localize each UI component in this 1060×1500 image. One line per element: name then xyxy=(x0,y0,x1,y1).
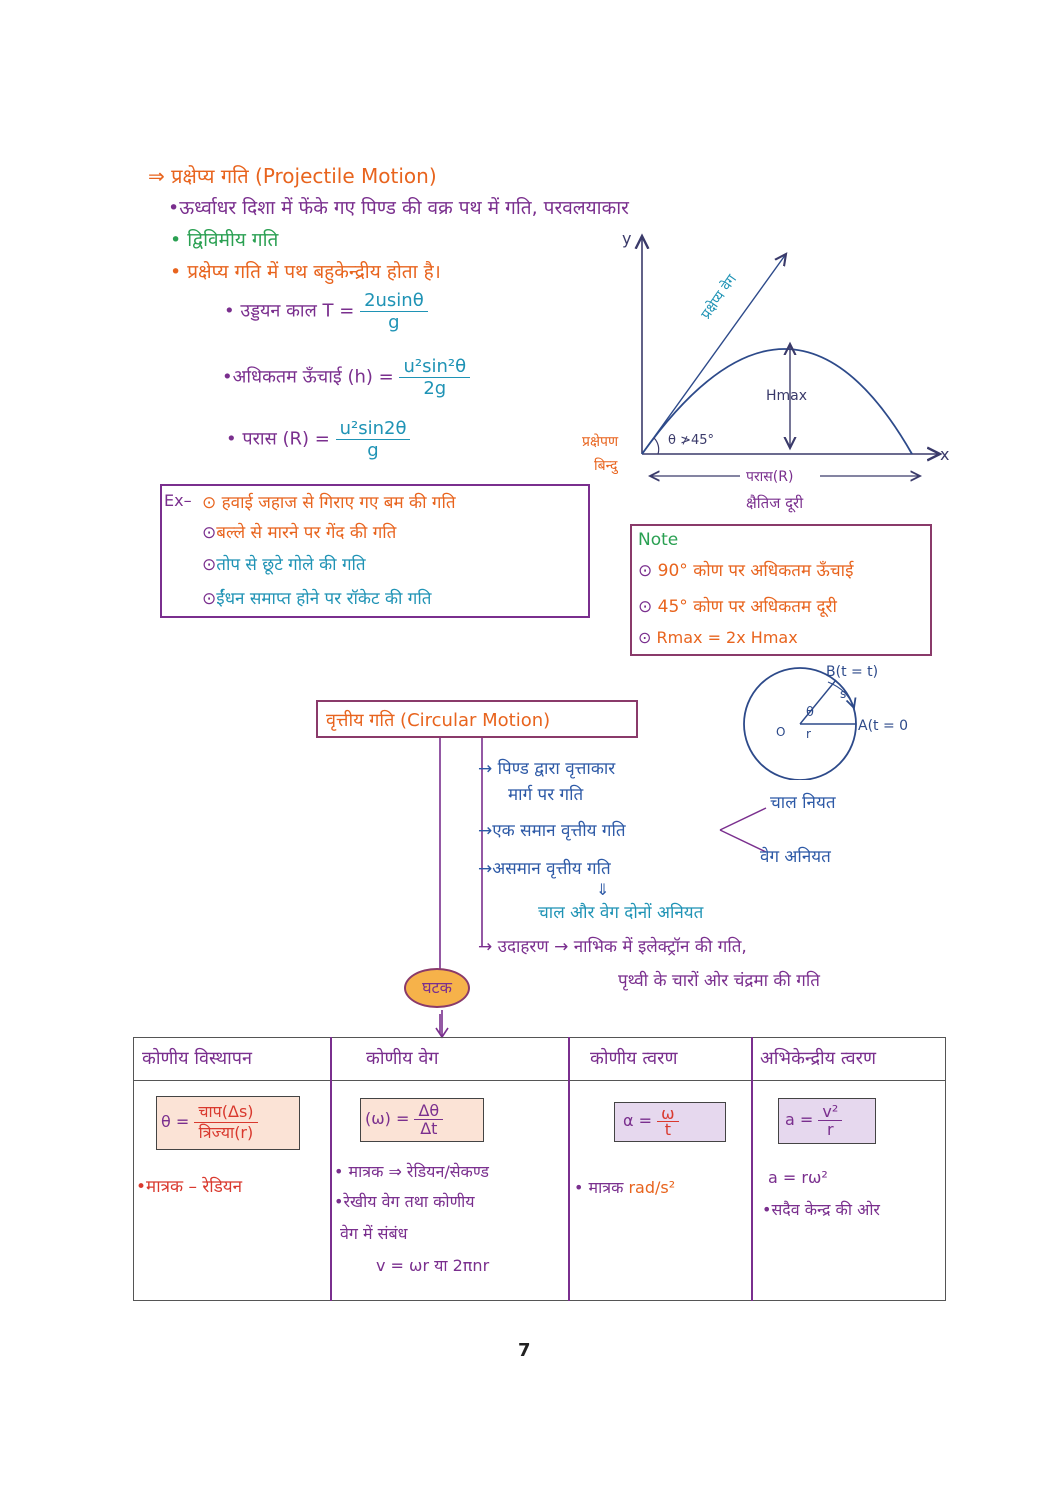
angular-velocity-relation-3: v = ωr या 2πnr xyxy=(376,1256,490,1275)
angular-displacement-numerator: चाप(Δs) xyxy=(194,1102,257,1123)
example-bullet-icon: ⊙ xyxy=(202,589,217,609)
branch-up-arrow xyxy=(720,808,766,830)
angle-arc xyxy=(654,438,659,454)
table-header-angular-acceleration: कोणीय त्वरण xyxy=(590,1048,678,1069)
circular-example-1: → उदाहरण → नाभिक में इलेक्ट्रॉन की गति, xyxy=(478,937,747,957)
time-of-flight-fraction xyxy=(360,290,428,333)
range-numerator: u²sin2θ xyxy=(336,418,411,440)
note-item-2: ⊙ 45° कोण पर अधिकतम दूरी xyxy=(638,597,837,617)
factor-oval: घटक xyxy=(404,968,470,1008)
centripetal-acceleration-lhs: a = xyxy=(785,1110,814,1129)
angular-velocity-denominator: Δt xyxy=(420,1119,438,1138)
angular-velocity-fraction xyxy=(414,1102,443,1137)
note-title: Note xyxy=(638,530,679,550)
angular-acceleration-unit-value: rad/s² xyxy=(628,1178,676,1197)
angular-displacement-denominator: त्रिज्या(r) xyxy=(198,1123,254,1142)
launch-point-label-1: प्रक्षेपण xyxy=(582,434,619,450)
projectile-bullet-path: • प्रक्षेप्य गति में पथ बहुकेन्द्रीय होता है। xyxy=(170,261,441,283)
angular-acceleration-formula-box xyxy=(614,1102,726,1142)
nonuniform-down-arrow-icon: ⇓ xyxy=(596,880,610,899)
example-item-3: ⊙तोप से छूटे गोले की गति xyxy=(202,555,366,575)
uniform-velocity-variable: वेग अनियत xyxy=(760,847,831,867)
arc-s-label: s xyxy=(840,687,847,701)
examples-prefix: Ex– xyxy=(164,491,192,510)
angular-displacement-unit: •मात्रक – रेडियन xyxy=(136,1177,243,1197)
table-col-divider-3 xyxy=(751,1037,753,1301)
note-bullet-icon: ⊙ xyxy=(638,597,658,617)
hmax-label: Hmax xyxy=(766,388,808,404)
projectile-heading: ⇒ प्रक्षेप्य गति (Projectile Motion) xyxy=(148,164,437,188)
x-axis-label: x xyxy=(940,445,950,464)
origin-label: O xyxy=(776,725,786,739)
time-of-flight-label: • उड्डयन काल T = xyxy=(224,300,355,322)
circular-example-2: पृथ्वी के चारों ओर चंद्रमा की गति xyxy=(618,971,820,991)
velocity-vector xyxy=(642,254,786,454)
centripetal-acceleration-formula-box xyxy=(778,1098,876,1144)
angular-velocity-unit: • मात्रक ⇒ रेडियन/सेकण्ड xyxy=(334,1162,489,1181)
time-of-flight-formula xyxy=(224,290,428,333)
max-height-label: •अधिकतम ऊँचाई (h) = xyxy=(222,366,394,388)
table-header-divider xyxy=(133,1080,946,1081)
table-col-divider-2 xyxy=(568,1037,570,1301)
angular-displacement-fraction xyxy=(194,1102,257,1143)
example-bullet-icon: ⊙ xyxy=(202,493,222,513)
y-axis-label: y xyxy=(622,229,632,248)
max-height-formula xyxy=(222,356,470,399)
angular-velocity-relation-2: वेग में संबंध xyxy=(340,1224,408,1243)
point-b-label: B(t = t) xyxy=(826,664,879,680)
factor-down-arrow-icon xyxy=(432,1010,452,1040)
max-height-numerator: u²sin²θ xyxy=(399,356,470,378)
radius-label: r xyxy=(806,727,811,741)
angular-displacement-formula-box xyxy=(156,1096,300,1150)
projectile-graph xyxy=(560,222,960,522)
angular-velocity-relation-1: •रेखीय वेग तथा कोणीय xyxy=(334,1192,475,1211)
note-box xyxy=(630,524,932,656)
circular-definition-1: → पिण्ड द्वारा वृत्ताकार xyxy=(478,759,616,779)
time-of-flight-denominator: g xyxy=(388,312,400,333)
angular-velocity-lhs: (ω) = xyxy=(365,1109,410,1128)
angular-acceleration-denominator: t xyxy=(664,1120,671,1139)
nonuniform-result: चाल और वेग दोनों अनियत xyxy=(538,903,704,923)
range-axis-label: परास(R) xyxy=(746,469,794,485)
uniform-speed-constant: चाल नियत xyxy=(770,793,836,813)
examples-box xyxy=(160,484,590,618)
max-height-fraction xyxy=(399,356,470,399)
note-item-1: ⊙ 90° कोण पर अधिकतम ऊँचाई xyxy=(638,561,854,581)
circular-heading: वृत्तीय गति (Circular Motion) xyxy=(316,700,638,738)
table-col-divider-1 xyxy=(330,1037,332,1301)
centripetal-acceleration-fraction xyxy=(818,1103,842,1138)
range-fraction xyxy=(336,418,411,461)
theta-label: θ xyxy=(806,705,814,720)
example-item-1: ⊙ हवाई जहाज से गिराए गए बम की गति xyxy=(202,493,456,513)
page-number: 7 xyxy=(518,1340,531,1361)
centripetal-acceleration-relation: a = rω² xyxy=(768,1168,828,1187)
example-bullet-icon: ⊙ xyxy=(202,555,217,575)
time-of-flight-numerator: 2usinθ xyxy=(360,290,428,312)
angular-velocity-formula-box xyxy=(360,1098,484,1142)
circular-definition-2: मार्ग पर गति xyxy=(508,785,584,805)
angular-acceleration-lhs: α = xyxy=(623,1111,653,1130)
example-item-4: ⊙ईंधन समाप्त होने पर रॉकेट की गति xyxy=(202,589,432,609)
note-bullet-icon: ⊙ xyxy=(638,561,658,581)
nonuniform-circular-motion: →असमान वृत्तीय गति xyxy=(478,859,611,879)
circle-diagram xyxy=(720,660,920,780)
angular-acceleration-numerator: ω xyxy=(657,1106,678,1122)
note-item-3: ⊙ Rmax = 2x Hmax xyxy=(638,628,798,647)
centripetal-acceleration-numerator: v² xyxy=(818,1103,842,1121)
table-header-centripetal-acceleration: अभिकेन्द्रीय त्वरण xyxy=(760,1048,876,1069)
velocity-label: प्रक्षेप्य वेग xyxy=(698,271,741,323)
angular-displacement-lhs: θ = xyxy=(161,1112,190,1131)
horizontal-distance-label: क्षैतिज दूरी xyxy=(746,494,804,512)
angular-acceleration-fraction xyxy=(657,1106,678,1137)
angular-acceleration-unit: • मात्रक rad/s² xyxy=(574,1178,676,1197)
projectile-bullet-two-dimensional: • द्विविमीय गति xyxy=(170,229,279,251)
launch-point-label-2: बिन्दु xyxy=(594,458,618,474)
centripetal-acceleration-denominator: r xyxy=(827,1120,834,1139)
range-label: • परास (R) = xyxy=(226,428,330,450)
centripetal-acceleration-direction: •सदैव केन्द्र की ओर xyxy=(762,1200,880,1219)
example-item-2: ⊙बल्ले से मारने पर गेंद की गति xyxy=(202,523,397,543)
point-a-label: A(t = 0 xyxy=(858,718,909,734)
angle-label: θ ≯45° xyxy=(668,433,715,448)
table-header-angular-displacement: कोणीय विस्थापन xyxy=(142,1048,253,1069)
range-denominator: g xyxy=(367,440,379,461)
uniform-circular-motion: →एक समान वृत्तीय गति xyxy=(478,821,626,841)
example-bullet-icon: ⊙ xyxy=(202,523,217,543)
max-height-denominator: 2g xyxy=(423,378,447,399)
range-formula xyxy=(226,418,410,461)
angular-velocity-numerator: Δθ xyxy=(414,1102,443,1120)
note-bullet-icon: ⊙ xyxy=(638,628,657,647)
projectile-bullet-definition: •ऊर्ध्वाधर दिशा में फेंके गए पिण्ड की वक्र पथ में गति, परवलयाकार xyxy=(168,197,629,219)
table-header-angular-velocity: कोणीय वेग xyxy=(366,1048,439,1069)
